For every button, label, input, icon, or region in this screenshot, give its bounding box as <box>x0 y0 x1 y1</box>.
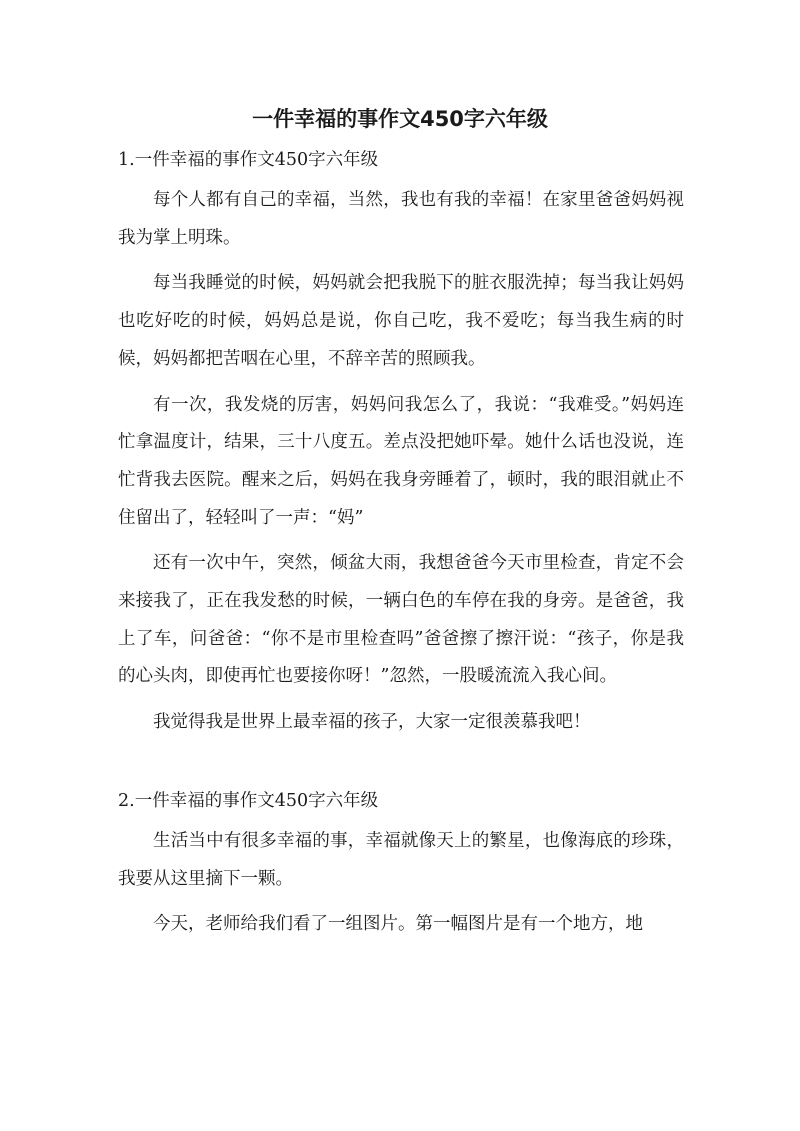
section-heading: 2.一件幸福的事作文450字六年级 <box>118 790 379 811</box>
essay-section-1 <box>118 145 684 742</box>
essay-section-2 <box>118 786 684 944</box>
paragraph: 每当我睡觉的时候，妈妈就会把我脱下的脏衣服洗掉；每当我让妈妈也吃好吃的时候，妈妈总是说，你自己吃，我不爱吃；每当我生病的时候，妈妈都把苦咽在心里，不辞辛苦的照顾我。 <box>118 273 684 369</box>
paragraph: 还有一次中午，突然，倾盆大雨，我想爸爸今天市里检查，肯定不会来接我了，正在我发愁的时候，一辆白色的车停在我的身旁。是爸爸，我上了车，问爸爸：“你不是市里检查吗”爸爸擦了擦汗说：“孩子，你是我的心头肉，即使再忙也要接你呀！”忽然，一股暖流流入我心间。 <box>118 553 684 687</box>
document-body <box>118 145 684 952</box>
paragraph: 生活当中有很多幸福的事，幸福就像天上的繁星，也像海底的珍珠，我要从这里摘下一颗。 <box>118 830 684 889</box>
paragraph: 有一次，我发烧的厉害，妈妈问我怎么了，我说：“我难受。”妈妈连忙拿温度计，结果，三十八度五。差点没把她吓晕。她什么话也没说，连忙背我去医院。醒来之后，妈妈在我身旁睡着了，顿时，我的眼泪就止不住留出了，轻轻叫了一声：“妈” <box>118 394 684 528</box>
section-spacer <box>118 750 684 786</box>
document-title: 一件幸福的事作文450字六年级 <box>252 107 548 131</box>
paragraph: 我觉得我是世界上最幸福的孩子，大家一定很羡慕我吧！ <box>153 712 591 733</box>
paragraph: 今天，老师给我们看了一组图片。第一幅图片是有一个地方，地 <box>153 914 643 935</box>
paragraph: 每个人都有自己的幸福，当然，我也有我的幸福！在家里爸爸妈妈视我为掌上明珠。 <box>118 190 684 248</box>
section-heading: 1.一件幸福的事作文450字六年级 <box>118 150 379 170</box>
